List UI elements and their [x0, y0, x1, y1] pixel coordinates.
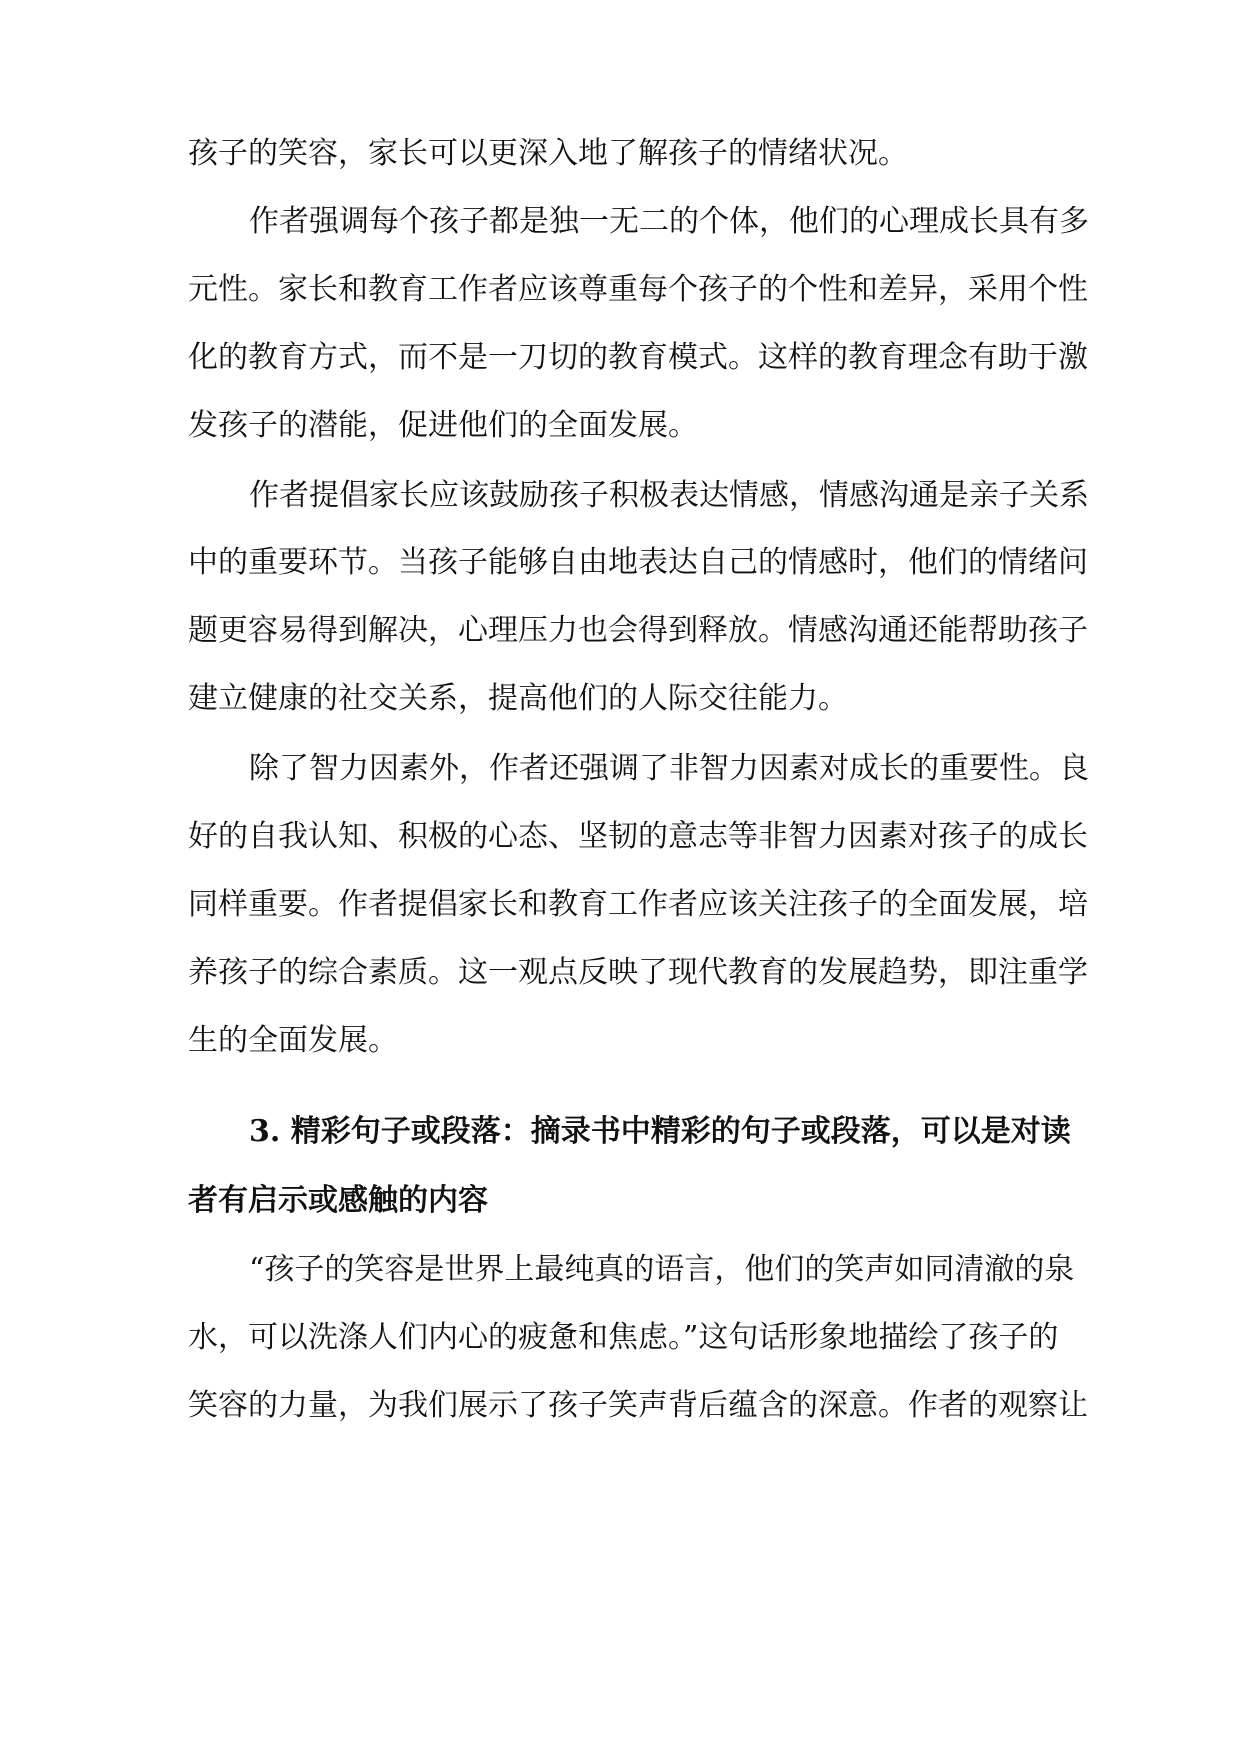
paragraph-2-line-2: 元性。家长和教育工作者应该尊重每个孩子的个性和差异，采用个性	[188, 272, 1088, 307]
section-heading-line-2: 者有启示或感触的内容	[188, 1183, 488, 1218]
paragraph-5-line-2: 水，可以洗涤人们内心的疲惫和焦虑。”这句话形象地描绘了孩子的	[188, 1320, 1059, 1355]
paragraph-1-line-1: 孩子的笑容，家长可以更深入地了解孩子的情绪状况。	[188, 136, 908, 171]
paragraph-3-line-1: 作者提倡家长应该鼓励孩子积极表达情感，情感沟通是亲子关系	[249, 478, 1089, 513]
paragraph-2-line-4: 发孩子的潜能，促进他们的全面发展。	[188, 408, 698, 443]
paragraph-3-line-4: 建立健康的社交关系，提高他们的人际交往能力。	[188, 681, 848, 716]
paragraph-4-line-2: 好的自我认知、积极的心态、坚韧的意志等非智力因素对孩子的成长	[188, 819, 1088, 854]
paragraph-4-line-5: 生的全面发展。	[188, 1023, 398, 1058]
paragraph-2-line-3: 化的教育方式，而不是一刀切的教育模式。这样的教育理念有助于激	[188, 340, 1088, 375]
section-heading-line-1: 3. 精彩句子或段落：摘录书中精彩的句子或段落，可以是对读	[249, 1114, 1071, 1149]
paragraph-5-line-3: 笑容的力量，为我们展示了孩子笑声背后蕴含的深意。作者的观察让	[188, 1388, 1088, 1423]
paragraph-4-line-3: 同样重要。作者提倡家长和教育工作者应该关注孩子的全面发展，培	[188, 887, 1088, 922]
paragraph-3-line-3: 题更容易得到解决，心理压力也会得到释放。情感沟通还能帮助孩子	[188, 613, 1088, 648]
paragraph-4-line-1: 除了智力因素外，作者还强调了非智力因素对成长的重要性。良	[249, 751, 1089, 786]
paragraph-4-line-4: 养孩子的综合素质。这一观点反映了现代教育的发展趋势，即注重学	[188, 955, 1088, 990]
paragraph-5-line-1: “孩子的笑容是世界上最纯真的语言，他们的笑声如同清澈的泉	[249, 1252, 1075, 1287]
paragraph-2-line-1: 作者强调每个孩子都是独一无二的个体，他们的心理成长具有多	[249, 204, 1089, 239]
paragraph-3-line-2: 中的重要环节。当孩子能够自由地表达自己的情感时，他们的情绪问	[188, 545, 1088, 580]
